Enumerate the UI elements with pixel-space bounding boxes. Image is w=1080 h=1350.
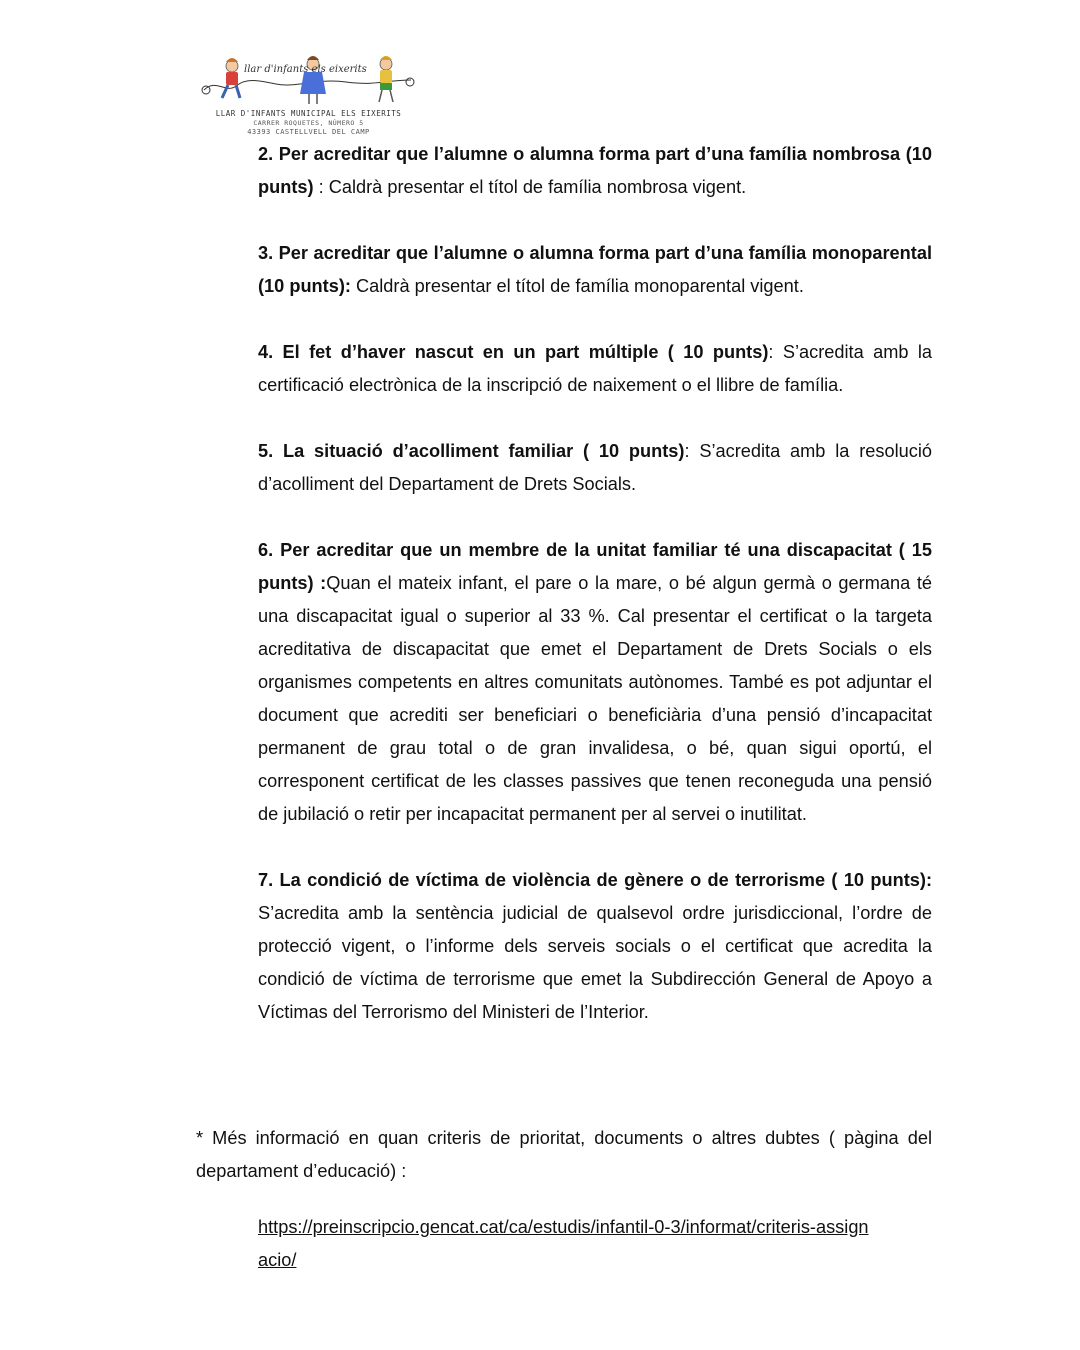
logo-address-city: 43393 CASTELLVELL DEL CAMP <box>247 128 370 136</box>
criterion-body: S’acredita amb la sentència judicial de qualsevol ordre jurisdiccional, l’ordre de protecció vigent, o l’informe dels serveis socials o el certificat que acredita la condició de víctima de terrorisme que emet la Subdirección General de Apoyo a Víctimas del Terrorismo del Ministeri de l’Interior. <box>258 903 932 1022</box>
more-info-note: * Més informació en quan criteris de prioritat, documents o altres dubtes ( pàgina del departament d’educació) : <box>196 1128 932 1181</box>
criterion-item-2 <box>258 138 932 204</box>
criterion-number: 5. <box>258 441 274 461</box>
criterion-title: La condició de víctima de violència de gènere o de terrorisme ( 10 punts): <box>273 870 932 890</box>
criterion-body: : S’acredita amb la certificació electrònica de la inscripció de naixement o el llibre de família. <box>258 342 932 395</box>
criterion-body: : Caldrà presentar el títol de família nombrosa vigent. <box>313 177 747 197</box>
logo-script: llar d'infants els eixerits <box>244 64 367 75</box>
children-drawing-icon <box>196 50 421 108</box>
criterion-number: 6. <box>258 540 274 560</box>
logo-school-name: LLAR D'INFANTS MUNICIPAL ELS EIXERITS <box>215 109 402 118</box>
criteria-link[interactable]: https://preinscripcio.gencat.cat/ca/estudis/infantil-0-3/informat/criteris-assignacio/ <box>258 1217 869 1270</box>
criterion-item-3 <box>258 237 932 303</box>
criterion-number: 7. <box>258 870 274 890</box>
criteria-list <box>258 138 932 1062</box>
logo-address-street: CARRER ROQUETES, NÚMERO 5 <box>253 119 364 127</box>
criterion-title: El fet d’haver nascut en un part múltiple ( 10 punts) <box>273 342 769 362</box>
criterion-title: Per acreditar que l’alumne o alumna forma part d’una família monoparental (10 punts): <box>258 243 932 296</box>
criterion-number: 2. <box>258 144 274 164</box>
criterion-body: Quan el mateix infant, el pare o la mare, o bé algun germà o germana té una discapacitat igual o superior al 33 %. Cal presentar el certificat o la targeta acreditativa de discapacitat que emet el Departament de Drets Socials o els organismes competents en altres comunitats autònomes. També es pot adjuntar el document que acrediti ser beneficiari o beneficiària d’una pensió d’incapacitat permanent de grau total o de gran invalidesa, o bé, quan sigui oportú, el corresponent certificat de les classes passives que tenen reconeguda una pensió de jubilació o retir per incapacitat permanent per al servei o inutilitat. <box>258 573 932 824</box>
criterion-title: Per acreditar que l’alumne o alumna forma part d’una família nombrosa (10 punts) <box>258 144 932 197</box>
criterion-title: La situació d’acolliment familiar ( 10 punts) <box>273 441 685 461</box>
criterion-item-6 <box>258 534 932 831</box>
criterion-number: 4. <box>258 342 274 362</box>
criterion-title: Per acreditar que un membre de la unitat familiar té una discapacitat ( 15 punts) : <box>258 540 932 593</box>
criterion-number: 3. <box>258 243 274 263</box>
criterion-body: : S’acredita amb la resolució d’acolliment del Departament de Drets Socials. <box>258 441 932 494</box>
criterion-item-4 <box>258 336 932 402</box>
criterion-item-7 <box>258 864 932 1029</box>
criterion-body: Caldrà presentar el títol de família monoparental vigent. <box>350 276 804 296</box>
criterion-item-5 <box>258 435 932 501</box>
school-logo <box>196 50 421 146</box>
